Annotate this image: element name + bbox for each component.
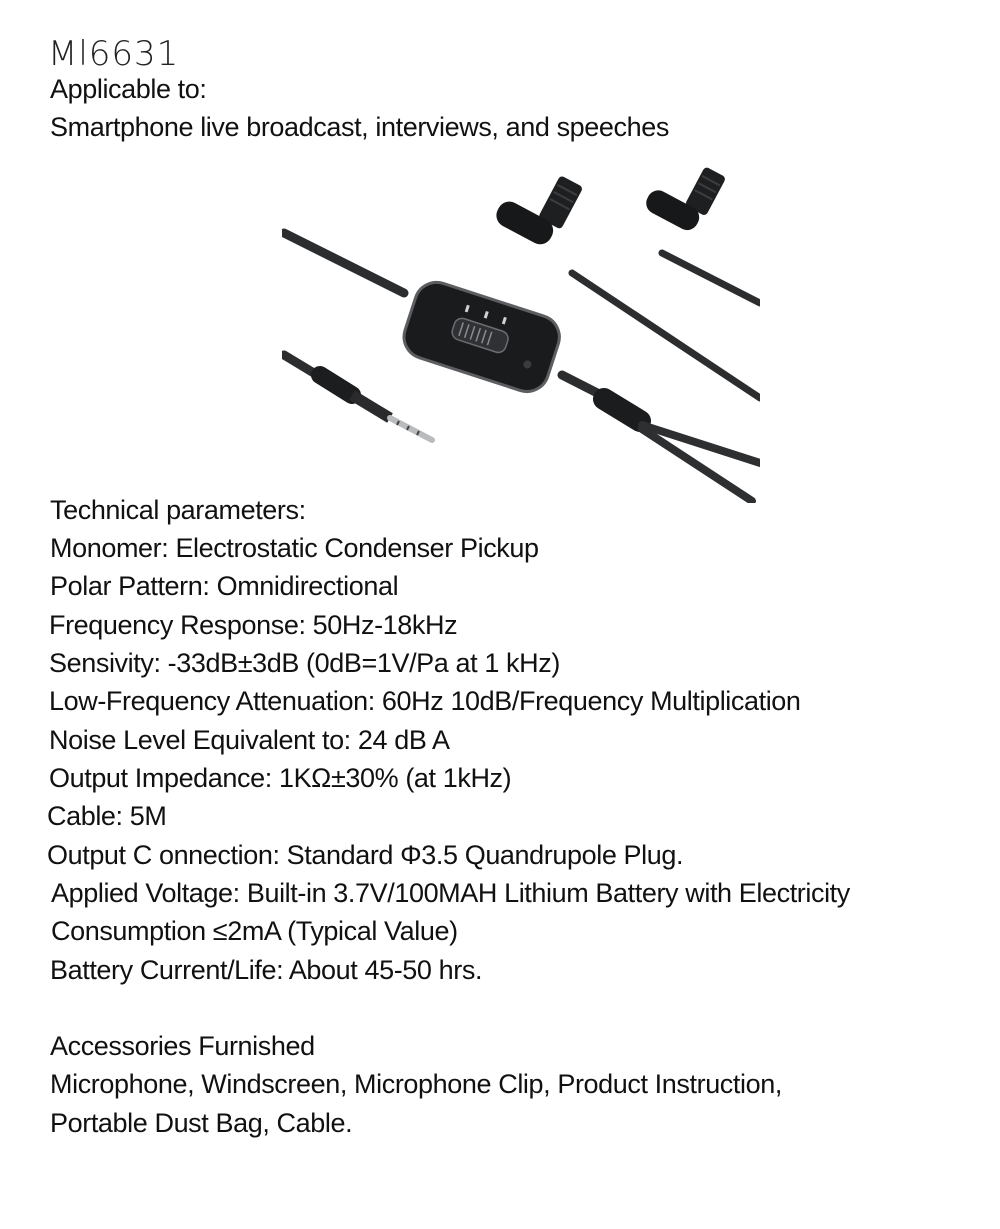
- tech-item: Low-Frequency Attenuation: 60Hz 10dB/Frequency Multiplication: [49, 686, 801, 716]
- tech-item: Cable: 5M: [47, 801, 167, 831]
- tech-item: Battery Current/Life: About 45-50 hrs.: [50, 955, 483, 985]
- tech-item: Noise Level Equivalent to: 24 dB A: [49, 725, 450, 755]
- tech-item: Output Impedance: 1KΩ±30% (at 1kHz): [49, 763, 512, 793]
- tech-item: Polar Pattern: Omnidirectional: [50, 571, 399, 601]
- accessories-line: Microphone, Windscreen, Microphone Clip, Product Instruction,: [50, 1069, 782, 1099]
- lavalier-mic-icon: [492, 163, 583, 251]
- product-image: [282, 163, 760, 503]
- tech-item: Frequency Response: 50Hz-18kHz: [49, 610, 458, 640]
- lavalier-mic-icon: [642, 163, 726, 236]
- applicable-heading: Applicable to:: [50, 74, 207, 104]
- tech-item: Monomer: Electrostatic Condenser Pickup: [50, 533, 539, 563]
- tech-item: Applied Voltage: Built-in 3.7V/100MAH Lithium Battery with Electricity: [51, 878, 850, 908]
- tech-item: Output C onnection: Standard Φ3.5 Quandrupole Plug.: [47, 840, 684, 870]
- control-box: [398, 277, 565, 398]
- accessories-line: Portable Dust Bag, Cable.: [50, 1108, 353, 1138]
- applicable-text: Smartphone live broadcast, interviews, and speeches: [50, 112, 669, 142]
- jack-plug-icon: [320, 375, 432, 440]
- model-number: Ml6631: [48, 34, 180, 74]
- accessories-heading: Accessories Furnished: [50, 1031, 315, 1061]
- tech-item: Consumption ≤2mA (Typical Value): [51, 916, 458, 946]
- tech-item: Sensivity: -33dB±3dB (0dB=1V/Pa at 1 kHz): [49, 648, 560, 678]
- tech-heading: Technical parameters:: [50, 495, 306, 525]
